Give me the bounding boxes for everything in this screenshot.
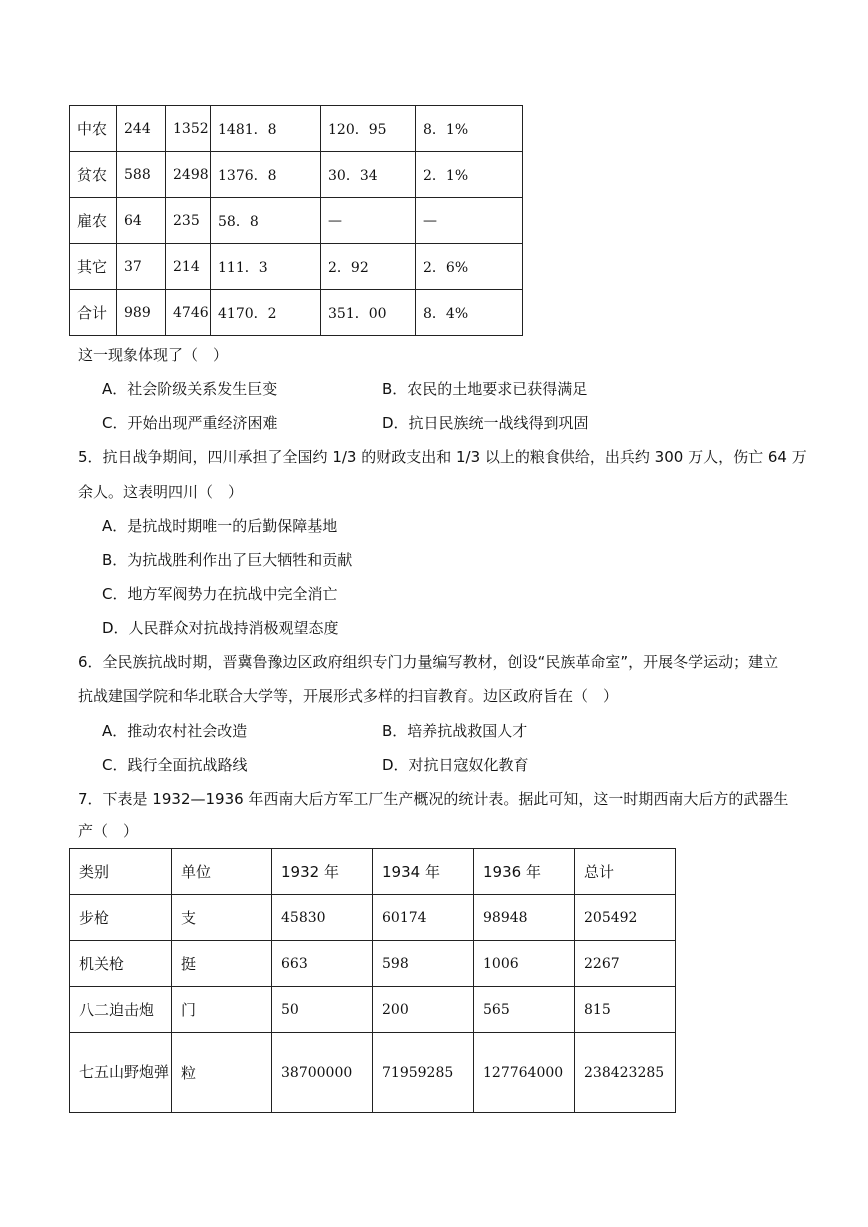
- table-cell: 235: [166, 198, 211, 244]
- column-header: 1932 年: [272, 849, 373, 895]
- q5-stem-line1: 5．抗日战争期间，四川承担了全国约 1/3 的财政支出和 1/3 以上的粮食供给，出兵约 300 万人，伤亡 64 万: [78, 448, 807, 466]
- table-cell: 64: [117, 198, 166, 244]
- table-row: [70, 1033, 676, 1113]
- table-cell: 2498: [166, 152, 211, 198]
- table-cell: 37: [117, 244, 166, 290]
- q6-option-b[interactable]: B．培养抗战救国人才: [382, 722, 528, 740]
- table-row: [70, 244, 523, 290]
- table-cell: 111．3: [211, 244, 321, 290]
- arsenal-production-table: [69, 848, 676, 1113]
- table-cell: 58．8: [211, 198, 321, 244]
- unit-cell: 门: [172, 987, 272, 1033]
- q4-stem: 这一现象体现了（ ）: [78, 346, 229, 364]
- table-cell: 4746: [166, 290, 211, 336]
- row-category-cell: 八二迫击炮: [70, 987, 172, 1033]
- row-category-cell: 贫农: [70, 152, 117, 198]
- table-cell: 38700000: [272, 1033, 373, 1113]
- q4-option-d[interactable]: D．抗日民族统一战线得到巩固: [382, 414, 589, 432]
- table-header-row: [70, 849, 676, 895]
- row-category-cell: 中农: [70, 106, 117, 152]
- table-cell: 71959285: [373, 1033, 474, 1113]
- row-category-cell: 合计: [70, 290, 117, 336]
- column-header: 1936 年: [474, 849, 575, 895]
- row-category-cell: 步枪: [70, 895, 172, 941]
- table-cell: 50: [272, 987, 373, 1033]
- q5-option-b[interactable]: B．为抗战胜利作出了巨大牺牲和贡献: [102, 551, 353, 569]
- column-header: 总计: [575, 849, 676, 895]
- table-cell: 127764000: [474, 1033, 575, 1113]
- q5-option-c[interactable]: C．地方军阀势力在抗战中完全消亡: [102, 585, 338, 603]
- unit-cell: 粒: [172, 1033, 272, 1113]
- q6-option-d[interactable]: D．对抗日寇奴化教育: [382, 756, 529, 774]
- table-cell: 663: [272, 941, 373, 987]
- q4-option-c[interactable]: C．开始出现严重经济困难: [102, 414, 278, 432]
- row-category-cell: 雇农: [70, 198, 117, 244]
- table-cell: 815: [575, 987, 676, 1033]
- table-cell: 1006: [474, 941, 575, 987]
- table-row: [70, 152, 523, 198]
- table-cell: 598: [373, 941, 474, 987]
- q4-option-b[interactable]: B．农民的土地要求已获得满足: [382, 380, 588, 398]
- row-category-cell: 其它: [70, 244, 117, 290]
- table-row: [70, 895, 676, 941]
- table-cell: 205492: [575, 895, 676, 941]
- table-row: [70, 987, 676, 1033]
- table-cell: 60174: [373, 895, 474, 941]
- table-cell: 2．6%: [416, 244, 523, 290]
- table-cell: 8．4%: [416, 290, 523, 336]
- q6-option-a[interactable]: A．推动农村社会改造: [102, 722, 248, 740]
- q5-stem-line2: 余人。这表明四川（ ）: [78, 483, 244, 501]
- table-cell: 4170．2: [211, 290, 321, 336]
- table-cell: 98948: [474, 895, 575, 941]
- q6-stem-line2: 抗战建国学院和华北联合大学等，开展形式多样的扫盲教育。边区政府旨在（ ）: [78, 687, 619, 705]
- q4-option-a[interactable]: A．社会阶级关系发生巨变: [102, 380, 278, 398]
- column-header: 1934 年: [373, 849, 474, 895]
- unit-cell: 挺: [172, 941, 272, 987]
- q7-stem-line1: 7．下表是 1932—1936 年西南大后方军工厂生产概况的统计表。据此可知，这一时期西南大后方的武器生: [78, 790, 789, 808]
- table-cell: 200: [373, 987, 474, 1033]
- table-cell: 214: [166, 244, 211, 290]
- q5-option-a[interactable]: A．是抗战时期唯一的后勤保障基地: [102, 517, 338, 535]
- table-cell: —: [416, 198, 523, 244]
- table-cell: 565: [474, 987, 575, 1033]
- table-cell: 351．00: [321, 290, 416, 336]
- table-cell: 120．95: [321, 106, 416, 152]
- land-statistics-table: [69, 105, 523, 336]
- q6-option-c[interactable]: C．践行全面抗战路线: [102, 756, 248, 774]
- table-cell: 989: [117, 290, 166, 336]
- table-cell: 244: [117, 106, 166, 152]
- q6-stem-line1: 6．全民族抗战时期，晋冀鲁豫边区政府组织专门力量编写教材，创设“民族革命室”，开展冬学运动；建立: [78, 653, 779, 671]
- column-header: 类别: [70, 849, 172, 895]
- table-row: [70, 290, 523, 336]
- table-cell: 30．34: [321, 152, 416, 198]
- q5-option-d[interactable]: D．人民群众对抗战持消极观望态度: [102, 619, 339, 637]
- table-cell: 2．1%: [416, 152, 523, 198]
- table-row: [70, 198, 523, 244]
- column-header: 单位: [172, 849, 272, 895]
- table-cell: —: [321, 198, 416, 244]
- table-row: [70, 941, 676, 987]
- table-cell: 1376．8: [211, 152, 321, 198]
- table-row: [70, 106, 523, 152]
- unit-cell: 支: [172, 895, 272, 941]
- table-cell: 1481．8: [211, 106, 321, 152]
- q7-stem-line2: 产（ ）: [78, 822, 139, 840]
- table-cell: 238423285: [575, 1033, 676, 1113]
- table-cell: 2267: [575, 941, 676, 987]
- table-cell: 1352: [166, 106, 211, 152]
- table-cell: 588: [117, 152, 166, 198]
- table-cell: 45830: [272, 895, 373, 941]
- row-category-cell: 七五山野炮弹: [70, 1033, 172, 1113]
- table-cell: 8．1%: [416, 106, 523, 152]
- row-category-cell: 机关枪: [70, 941, 172, 987]
- table-cell: 2．92: [321, 244, 416, 290]
